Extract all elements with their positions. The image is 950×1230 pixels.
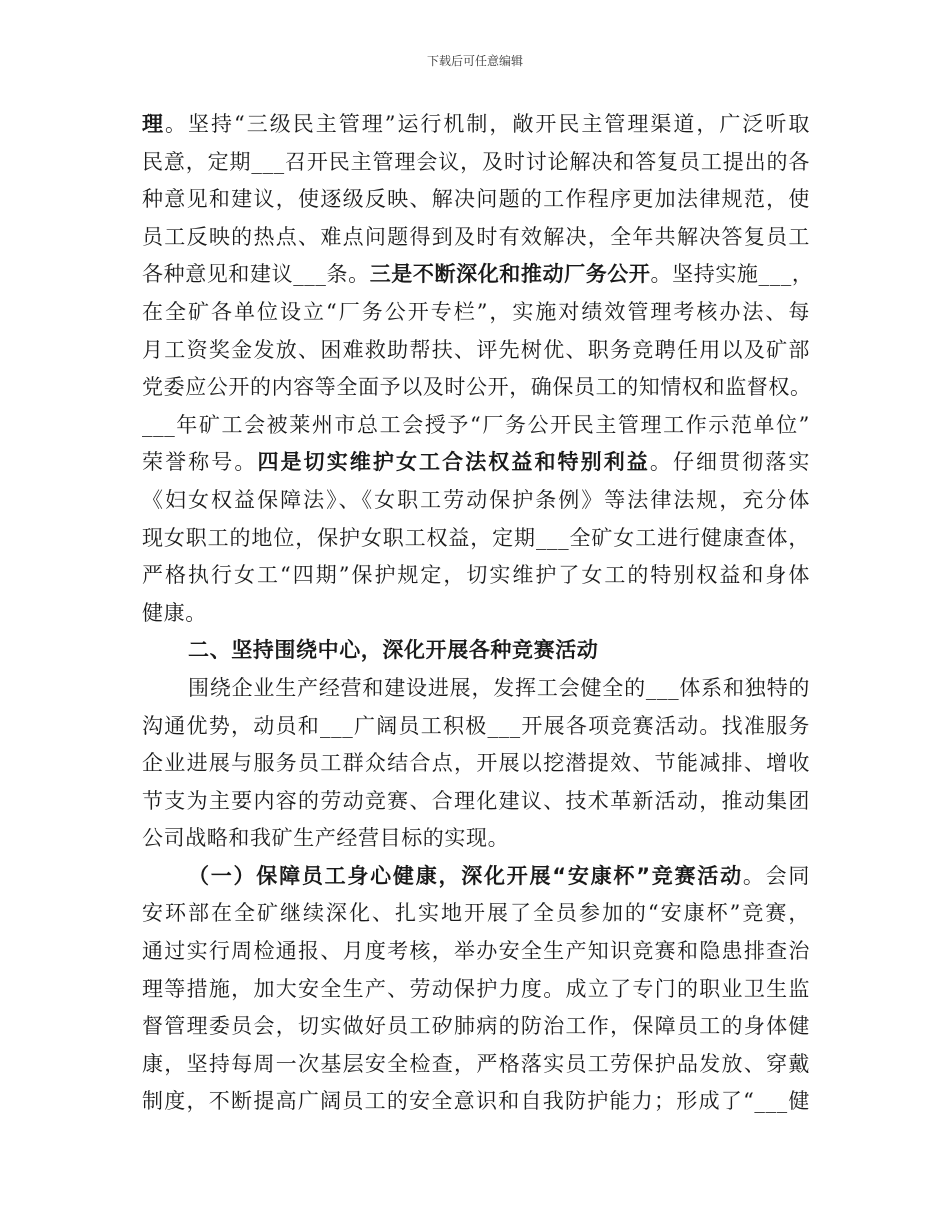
text-line bbox=[142, 144, 810, 182]
text-segment: 公司战略和我矿生产经营目标的实现。 bbox=[142, 826, 510, 851]
text-line bbox=[142, 444, 810, 482]
text-segment: 健康。 bbox=[142, 600, 207, 625]
text-segment: 沟通优势，动员和___广阔员工积极___开展各项竞赛活动。找准服务 bbox=[142, 713, 810, 738]
text-line bbox=[142, 670, 810, 708]
text-segment: 节支为主要内容的劳动竞赛、合理化建议、技术革新活动，推动集团 bbox=[142, 788, 810, 813]
text-line bbox=[142, 820, 810, 858]
text-segment: 荣誉称号。 bbox=[142, 450, 258, 475]
page-header-note: 下载后可任意编辑 bbox=[426, 54, 523, 68]
text-line bbox=[142, 1046, 810, 1084]
text-segment: 在全矿各单位设立“厂务公开专栏”，实施对绩效管理考核办法、每 bbox=[142, 299, 810, 324]
section-heading bbox=[142, 632, 810, 670]
text-segment: 康，坚持每周一次基层安全检查，严格落实员工劳保护品发放、穿戴 bbox=[142, 1051, 810, 1076]
text-line bbox=[142, 369, 810, 407]
text-line bbox=[142, 106, 810, 144]
text-segment: 《妇女权益保障法》、《女职工劳动保护条例》等法律法规，充分体 bbox=[142, 487, 810, 512]
text-line bbox=[142, 858, 810, 896]
text-line bbox=[142, 933, 810, 971]
text-segment: 。会同 bbox=[742, 863, 810, 888]
text-line bbox=[142, 745, 810, 783]
text-line bbox=[142, 783, 810, 821]
bold-text-segment: 二、坚持围绕中心，深化开展各种竞赛活动 bbox=[188, 638, 599, 663]
text-segment: 各种意见和建议___条。 bbox=[142, 262, 370, 287]
text-segment: 。坚持“三级民主管理”运行机制，敞开民主管理渠道，广泛听取 bbox=[165, 112, 810, 136]
text-line bbox=[142, 520, 810, 558]
bold-text-segment: （一）保障员工身心健康，深化开展“安康杯”竞赛活动 bbox=[188, 863, 743, 888]
text-line bbox=[142, 557, 810, 595]
text-segment: 。仔细贯彻落实 bbox=[649, 450, 811, 475]
text-line bbox=[142, 595, 810, 633]
text-segment: ___年矿工会被莱州市总工会授予“厂务公开民主管理工作示范单位” bbox=[142, 412, 810, 437]
text-line bbox=[142, 294, 810, 332]
text-segment: 种意见和建议，使逐级反映、解决问题的工作程序更加法律规范，使 bbox=[142, 187, 810, 212]
text-segment: 月工资奖金发放、困难救助帮扶、评先树优、职务竞聘任用以及矿部 bbox=[142, 337, 810, 362]
text-segment: 民意，定期___召开民主管理会议，及时讨论解决和答复员工提出的各 bbox=[142, 149, 810, 174]
text-line bbox=[142, 1083, 810, 1121]
text-segment: 现女职工的地位，保护女职工权益，定期___全矿女工进行健康查体， bbox=[142, 525, 810, 550]
text-line bbox=[142, 482, 810, 520]
bold-text-segment: 理 bbox=[142, 112, 165, 136]
text-segment: 严格执行女工“四期”保护规定，切实维护了女工的特别权益和身体 bbox=[142, 563, 810, 588]
document-body bbox=[142, 106, 814, 1121]
text-line bbox=[142, 708, 810, 746]
text-segment: 企业进展与服务员工群众结合点，开展以挖潜提效、节能减排、增收 bbox=[142, 751, 810, 776]
text-segment: 党委应公开的内容等全面予以及时公开，确保员工的知情权和监督权。 bbox=[142, 375, 812, 400]
text-segment: 制度，不断提高广阔员工的安全意识和自我防护能力；形成了“___健 bbox=[142, 1089, 810, 1114]
text-segment: 通过实行周检通报、月度考核，举办安全生产知识竞赛和隐患排查治 bbox=[142, 939, 810, 964]
text-line bbox=[142, 971, 810, 1009]
text-segment: 督管理委员会，切实做好员工矽肺病的防治工作，保障员工的身体健 bbox=[142, 1014, 810, 1039]
text-segment: 安环部在全矿继续深化、扎实地开展了全员参加的“安康杯”竞赛， bbox=[142, 901, 810, 926]
text-line bbox=[142, 407, 810, 445]
text-line bbox=[142, 256, 814, 294]
text-segment: 。坚持实施___， bbox=[650, 262, 814, 287]
text-line bbox=[142, 181, 810, 219]
text-line bbox=[142, 219, 810, 257]
bold-text-segment: 三是不断深化和推动厂务公开 bbox=[369, 262, 651, 287]
text-line bbox=[142, 1008, 810, 1046]
text-line bbox=[142, 895, 810, 933]
text-segment: 理等措施，加大安全生产、劳动保护力度。成立了专门的职业卫生监 bbox=[142, 976, 810, 1001]
bold-text-segment: 四是切实维护女工合法权益和特别利益 bbox=[257, 450, 650, 475]
text-segment: 围绕企业生产经营和建设进展，发挥工会健全的___体系和独特的 bbox=[188, 675, 810, 700]
text-line bbox=[142, 332, 810, 370]
text-segment: 员工反映的热点、难点问题得到及时有效解决，全年共解决答复员工 bbox=[142, 224, 810, 249]
